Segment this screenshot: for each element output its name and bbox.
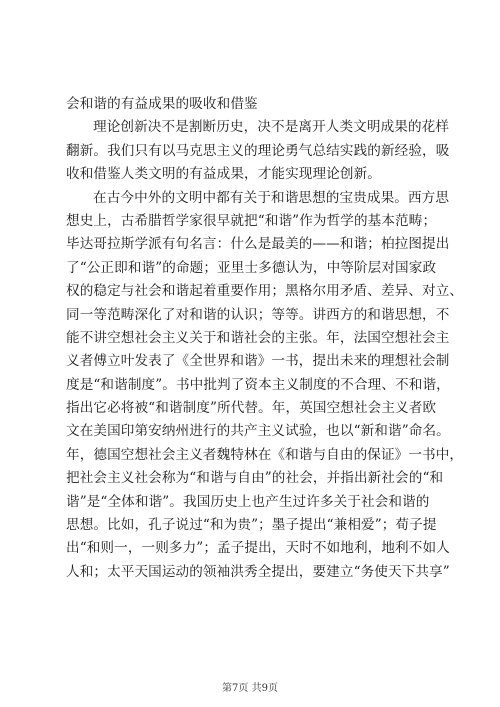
text-line: 谐”是“全体和谐”。我国历史上也产生过许多关于社会和谐的 <box>66 493 430 510</box>
text-line: 理论创新决不是割断历史，决不是离开人类文明成果的花样 <box>93 119 450 136</box>
text-line: 文在美国印第安纳州进行的共产主义试验，也以“新和谐”命名。 <box>66 423 450 440</box>
text-line: 权的稳定与社会和谐起着重要作用；黑格尔用矛盾、差异、对立、 <box>66 283 464 300</box>
text-line: 了“公正即和谐”的命题；亚里士多德认为，中等阶层对国家政 <box>66 259 437 276</box>
text-line: 收和借鉴人类文明的有益成果，才能实现理论创新。 <box>66 166 381 183</box>
text-line: 思想。比如，孔子说过“和为贵”；墨子提出“兼相爱”；荀子提 <box>66 517 437 534</box>
text-line: 毕达哥拉斯学派有句名言：什么是最美的——和谐；柏拉图提出 <box>66 236 450 253</box>
text-line: 同一等范畴深化了对和谐的认识；等等。讲西方的和谐思想，不 <box>66 306 450 323</box>
text-line: 能不讲空想社会主义关于和谐社会的主张。年，法国空想社会主 <box>66 329 450 346</box>
text-line: 义者傅立叶发表了《全世界和谐》一书，提出未来的理想社会制 <box>66 353 450 370</box>
text-line: 出“和则一，一则多力”；孟子提出，天时不如地利，地利不如人 <box>66 540 450 557</box>
text-line: 人和；太平天国运动的领袖洪秀全提出，要建立“务使天下共享” <box>66 563 450 580</box>
text-line: 会和谐的有益成果的吸收和借鉴 <box>66 96 258 112</box>
text-line: 度是“和谐制度”。书中批判了资本主义制度的不合理、不和谐， <box>66 376 450 393</box>
text-line: 翻新。我们只有以马克思主义的理论勇气总结实践的新经验，吸 <box>66 142 450 159</box>
text-line: 把社会主义社会称为“和谐与自由”的社会，并指出新社会的“和 <box>66 470 444 487</box>
text-line: 年，德国空想社会主义者魏特林在《和谐与自由的保证》一书中， <box>66 446 464 463</box>
text-line: 指出它必将被“和谐制度”所代替。年，英国空想社会主义者欧 <box>66 400 437 417</box>
text-line: 在古今中外的文明中都有关于和谐思想的宝贵成果。西方思 <box>93 189 450 206</box>
page-number-footer: 第7页 共9页 <box>222 683 278 694</box>
body-text <box>66 93 464 584</box>
text-line: 想史上，古希腊哲学家很早就把“和谐”作为哲学的基本范畴； <box>66 212 437 229</box>
